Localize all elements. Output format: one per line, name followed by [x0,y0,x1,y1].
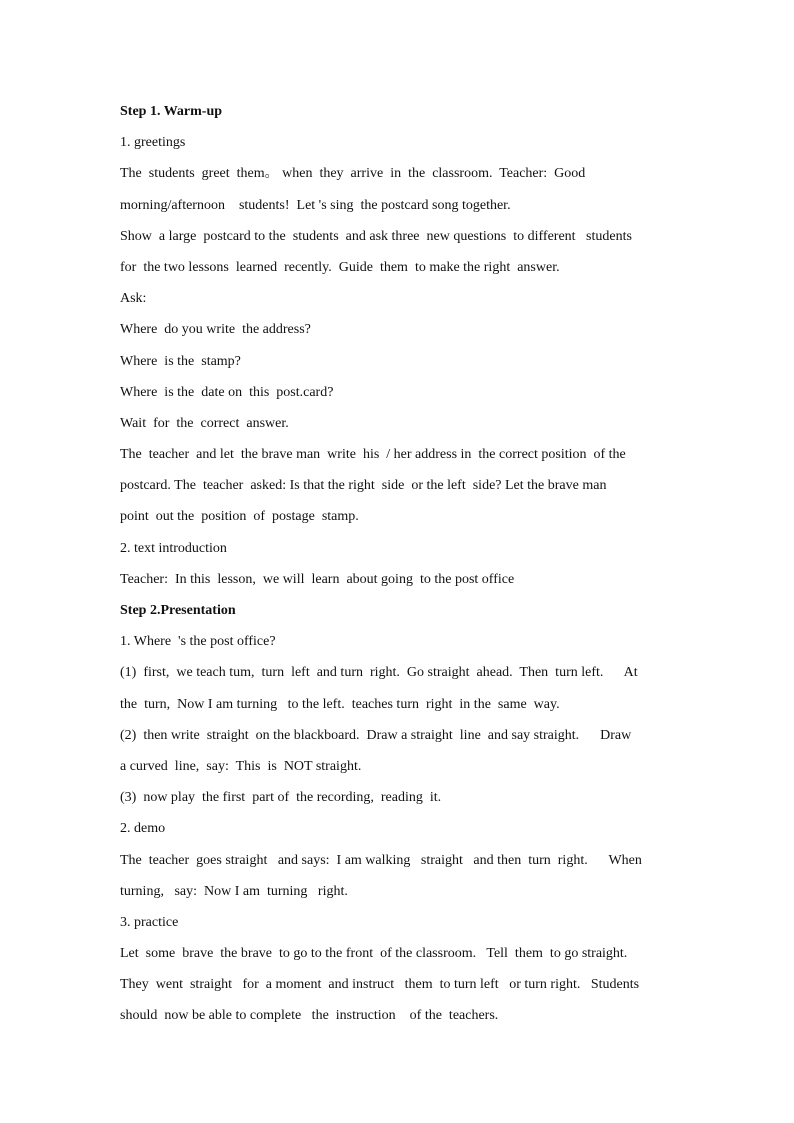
subheading-text-introduction: 2. text introduction [120,540,227,556]
paragraph-line: Let some brave the brave to go to the front of the classroom. Tell them to go straight. [120,946,628,962]
paragraph-line: The teacher and let the brave man write his / her address in the correct position of the [120,447,626,463]
subheading-demo: 2. demo [120,821,166,837]
paragraph-line: (3) now play the first part of the recording, reading it. [120,790,442,806]
heading-step-2: Step 2.Presentation [120,603,236,618]
subheading-post-office: 1. Where 's the post office? [120,634,276,650]
paragraph-line: Teacher: In this lesson, we will learn about going to the post office [120,571,515,587]
paragraph-line: point out the position of postage stamp. [120,509,359,525]
question-line: Where is the stamp? [120,353,241,369]
paragraph-line: Ask: [120,291,147,307]
paragraph-line: The teacher goes straight and says: I am walking straight and then turn right. When [120,852,642,868]
paragraph-line: Wait for the correct answer. [120,415,289,431]
heading-step-1: Step 1. Warm-up [120,104,223,119]
subheading-practice: 3. practice [120,914,179,930]
paragraph-line: for the two lessons learned recently. Guide them to make the right answer. [120,259,560,275]
paragraph-line: should now be able to complete the instruction of the teachers. [120,1008,499,1024]
paragraph-line: The students greet them。 when they arrive in the classroom. Teacher: Good [120,166,586,182]
paragraph-line: morning/afternoon students! Let 's sing the postcard song together. [120,197,511,213]
paragraph-line: turning, say: Now I am turning right. [120,883,348,899]
paragraph-line: postcard. The teacher asked: Is that the right side or the left side? Let the brave man [120,478,607,494]
paragraph-line: the turn, Now I am turning to the left. teaches turn right in the same way. [120,696,560,712]
question-line: Where do you write the address? [120,322,311,338]
paragraph-line: (1) first, we teach tum, turn left and turn right. Go straight ahead. Then turn left. At [120,665,638,681]
question-line: Where is the date on this post.card? [120,384,334,400]
document-page [120,96,680,1032]
paragraph-line: a curved line, say: This is NOT straight. [120,758,362,774]
subheading-greetings: 1. greetings [120,135,186,151]
paragraph-line: Show a large postcard to the students and ask three new questions to different students [120,228,632,244]
paragraph-line: (2) then write straight on the blackboard. Draw a straight line and say straight. Draw [120,727,632,743]
paragraph-line: They went straight for a moment and instruct them to turn left or turn right. Students [120,977,640,993]
